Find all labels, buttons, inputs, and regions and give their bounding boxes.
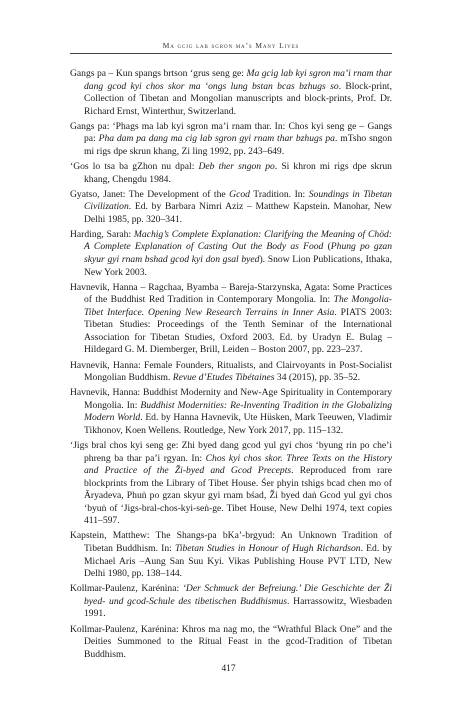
entry-italic-title: Chos kyi chos skor. Three Texts on the History and Practice of the Ži-byed and Gcod Precepts <box>84 452 392 477</box>
entry-text: . Reproduced from rare blockprints from the Library of Tibet House. Śer phyin tshigs bcad chen mo of Āryadeva, Phuṅ po gzan skyur gyi rnam bśad, Ži byed daṅ Gcod yul gyi chos ‘byuṅ of ‘Jigs-bral-chos-kyi-seṅ-ge. Tibet House, New Delhi 1974, text copies 411–597. <box>84 465 392 527</box>
bibliography-entry <box>70 229 392 279</box>
running-head: Ma gcig lab sgron ma’s Many Lives <box>162 41 300 50</box>
entry-text: . Harrassowitz, Wiesbaden 1991. <box>84 595 392 620</box>
entry-text: Kollmar-Paulenz, Karénina: <box>70 583 183 595</box>
bibliography-entry <box>70 121 392 159</box>
entry-text: . PIATS 2003: Tibetan Studies: Proceedings of the Tenth Seminar of the International Association for Tibetan Studies, Oxford 2003. Ed. by Uradyn E. Bulag – Hildegard G. M. Diemberger, Brill, Leiden – Boston 2007, pp. 223–237. <box>84 306 392 356</box>
entry-text: ). Snow Lion Publications, Ithaka, New York 2003. <box>84 254 392 278</box>
entry-text: Harding, Sarah: <box>70 228 134 240</box>
bibliography-entry <box>70 282 392 357</box>
entry-text: Gangs pa – Kun spangs brtson ‘grus seng ge: <box>70 68 247 79</box>
bibliography-entry <box>70 530 392 580</box>
bibliography-entry <box>70 583 392 621</box>
bibliography-entry <box>70 387 392 437</box>
entry-italic-title: Buddhist Modernities: Re-Inventing Tradition in the Globalizing Modern World <box>84 399 392 424</box>
entry-text: . Ed. by Barbara Nimri Aziz – Matthew Kapstein. Manohar, New Delhi 1985, pp. 320–341. <box>84 201 392 225</box>
entry-text: Havnevik, Hanna – Ragchaa, Byamba – Bareja-Starzynska, Agata: Some Practices of the Buddhist Red Tradition in Contemporary Mongolia. In: <box>70 281 392 306</box>
entry-italic-title: ‘Der Schmuck der Befreiung.’ Die Geschichte der Ži byed- und gcod-Schule des tibetischen Buddhismus <box>84 583 392 607</box>
bibliography-list <box>70 68 392 664</box>
entry-italic-title: Tibetan Studies in Honour of Hugh Richardson <box>175 543 361 555</box>
bibliography-entry <box>70 161 392 186</box>
entry-text: Havnevik, Hanna: Female Founders, Ritualists, and Clairvoyants in Post-Socialist Mongolian Buddhism. <box>70 359 392 384</box>
entry-text: . Ed. by Hanna Havnevik, Ute Hüsken, Mark Teeuwen, Vladimir Tikhonov, Koen Wellens. Routledge, New York 2017, pp. 115–132. <box>84 412 392 436</box>
bibliography-entry <box>70 360 392 385</box>
entry-text: Havnevik, Hanna: Buddhist Modernity and New-Age Spirituality in Contemporary Mongolia. In: <box>70 387 392 411</box>
entry-text: ( <box>323 241 331 253</box>
entry-text: . Block-print, Collection of Tibetan and Mongolian manuscripts and block-prints, Prof. Dr. Richard Ernst, Winterthur, Switzerland. <box>84 80 393 117</box>
bibliography-entry <box>70 189 392 227</box>
entry-text: Gangs pa: ‘Phags ma lab kyi sgron ma’i rnam thar. In: Chos kyi seng ge – Gangs pa: <box>70 120 392 145</box>
entry-text: . mTsho sngon mi rigs dpe skrun khang, Zi ling 1992, pp. 243–649. <box>84 133 392 157</box>
entry-italic-title: Revue d’Etudes Tibétaines <box>172 372 275 384</box>
entry-text: Kapstein, Matthew: The Shangs-pa bKa’-brgyud: An Unknown Tradition of Tibetan Buddhism. In: <box>70 530 392 555</box>
entry-italic-title: Phung po gzan skyur gyi rnam bshad gcod kyi don gsal byed <box>84 241 393 266</box>
entry-text: ‘Gos lo tsa ba gZhon nu dpal: <box>70 161 199 173</box>
bibliography-entry <box>70 440 392 528</box>
entry-text: Gyatso, Janet: The Development of the <box>70 188 230 200</box>
entry-italic-title: Pha dam pa dang ma cig lab sgron gyi rnam thar bzhugs pa <box>98 133 335 145</box>
entry-italic-title: Ma gcig lab kyi sgron ma’i rnam thar dang gcod kyi chos skor ma ‘ongs lung bstan bcas bzhugs so <box>84 68 392 92</box>
bibliography-entry <box>70 624 392 662</box>
entry-text: 34 (2015), pp. 35–52. <box>274 372 361 384</box>
entry-text: Kollmar-Paulenz, Karénina: Khros ma nag mo, the “Wrathful Black One” and the Deities Summoned to the Ritual Feast in the gcod-Tradition of Tibetan Buddhism. <box>70 623 392 660</box>
entry-italic-title: Machig’s Complete Explanation: Clarifying the Meaning of Chöd: A Complete Explanation of Casting Out the Body as Food <box>84 228 392 253</box>
bibliography-entry <box>70 68 392 118</box>
entry-text: ‘Jigs bral chos kyi seng ge: Zhi byed dang gcod yul gyi chos ‘byung rin po che’i phreng ba thar pa’i rgyan. In: <box>70 440 392 464</box>
entry-text: . Si khron mi rigs dpe skrun khang, Chengdu 1984. <box>84 161 392 185</box>
entry-italic-title: The Mongolia-Tibet Interface. Opening New Research Terrains in Inner Asia <box>84 294 392 318</box>
entry-text: . Ed. by Michael Aris –Aung San Suu Kyi. Vikas Publishing House PVT LTD, New Delhi 1980, pp. 138–144. <box>84 543 392 580</box>
entry-text: Tradition. In: <box>249 188 309 200</box>
entry-italic-title: Soundings in Tibetan Civilization <box>84 188 392 213</box>
entry-italic-title: Gcod <box>229 188 250 200</box>
header-rule <box>70 53 392 54</box>
entry-italic-title: Deb ther sngon po <box>198 161 275 173</box>
page-number: 417 <box>221 664 236 674</box>
